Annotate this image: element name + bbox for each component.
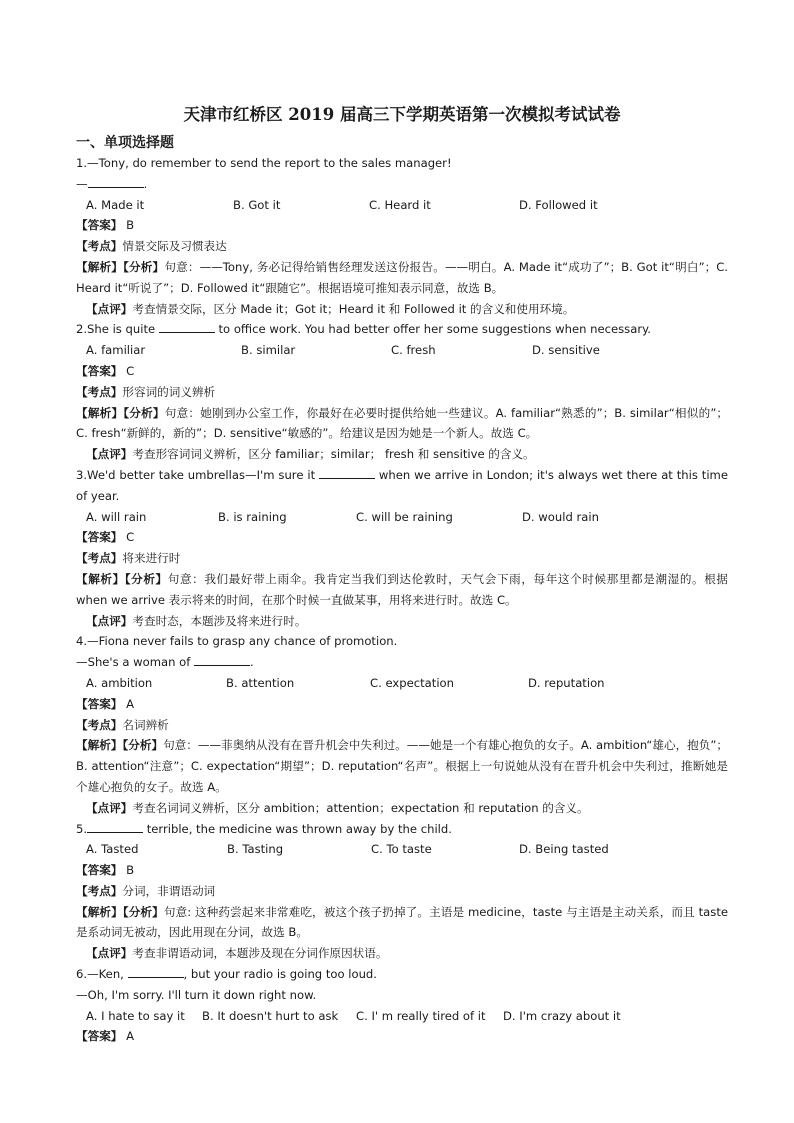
question-2-stem: [76, 319, 728, 340]
stem-part: —She's a woman of: [76, 655, 195, 670]
option-c: C. I' m really tired of it: [356, 1008, 486, 1023]
comment-text: 考查情景交际，区分 Made it；Got it；Heard it 和 Followed it 的含义和使用环境。: [132, 301, 575, 316]
comment-text: 考查名词词义辨析，区分 ambition；attention；expectation 和 reputation 的含义。: [132, 800, 589, 815]
question-4-reply: [76, 652, 728, 673]
answer-tag: 【答案】: [76, 530, 123, 545]
stem-part: 3.We'd better take umbrellas—I'm sure it: [76, 467, 320, 482]
stem-part: 5.: [76, 821, 88, 836]
answer-line: [76, 361, 728, 382]
stem-part: 6.—Ken,: [76, 967, 128, 982]
option-c: C. will be raining: [356, 509, 453, 524]
comment-tag: 【点评】: [86, 447, 133, 462]
option-b: B. is raining: [218, 509, 287, 524]
comment-line: [76, 611, 728, 632]
analysis-line: [76, 735, 728, 797]
answer-blank: [194, 654, 250, 666]
analysis-text: 句意: 这种药尝起来非常难吃，被这个孩子扔掉了。主语是 medicine，taste 与主语是主动关系，而且 taste 是系动词无被动，因此用现在分词，故选 B。: [76, 904, 728, 940]
option-a: A. will rain: [86, 509, 147, 524]
answer-line: [76, 215, 728, 236]
answer-blank: [88, 176, 144, 188]
answer-blank: [87, 821, 143, 833]
comment-text: 考查形容词词义辨析，区分 familiar；similar； fresh 和 sensitive 的含义。: [132, 447, 535, 462]
exam-title: 天津市红桥区 2019 届高三下学期英语第一次模拟考试试卷: [183, 105, 621, 124]
point-line: [76, 881, 728, 902]
analysis-tag: 【解析】【分析】: [76, 405, 165, 420]
comment-text: 考查时态，本题涉及将来进行时。: [132, 613, 307, 628]
option-d: D. Being tasted: [519, 842, 609, 857]
exam-page: [76, 104, 728, 1047]
point-text: 名词辨析: [122, 717, 169, 732]
analysis-line: [76, 403, 728, 445]
analysis-tag: 【解析】【分析】: [76, 904, 164, 919]
point-tag: 【考点】: [76, 717, 123, 732]
answer-line: [76, 860, 728, 881]
question-5-stem: [76, 819, 728, 840]
answer-tag: 【答案】: [76, 363, 123, 378]
answer-blank: [319, 467, 375, 479]
question-6-stem: [76, 964, 728, 985]
comment-line: [76, 943, 728, 964]
comment-line: [76, 798, 728, 819]
question-4-stem: 4.—Fiona never fails to grasp any chance of promotion.: [76, 634, 398, 649]
question-4: [76, 631, 728, 818]
option-b: B. similar: [241, 343, 296, 358]
question-1-stem: 1.—Tony, do remember to send the report to the sales manager!: [76, 156, 452, 170]
analysis-line: [76, 569, 728, 611]
question-1: [76, 153, 728, 319]
question-2-options: [76, 340, 728, 361]
question-6-options: [76, 1006, 728, 1027]
analysis-line: [76, 902, 728, 944]
option-a: A. I hate to say it: [86, 1008, 185, 1023]
analysis-text: 句意：她刚到办公室工作，你最好在必要时提供给她一些建议。A. familiar“熟悉的”；B. similar“相似的”；C. fresh“新鲜的，新的”；D. sensitive“敏感的”。给建议是因为她是一个新人。故选 C。: [76, 405, 728, 441]
question-1-reply: [76, 174, 728, 195]
answer-tag: 【答案】: [76, 863, 123, 878]
option-c: C. Heard it: [369, 197, 431, 212]
question-6-reply: —Oh, I'm sorry. I'll turn it down right now.: [76, 987, 317, 1002]
answer-tag: 【答案】: [76, 696, 123, 711]
option-c: C. fresh: [391, 343, 436, 358]
analysis-text: 句意：——菲奥纳从没有在晋升机会中失利过。——她是一个有雄心抱负的女子。A. ambition“雄心，抱负”；B. attention“注意”；C. expectation“期望”；D. reputation“名声”。根据上一句说她从没有在晋升机会中失利过，推断她是个雄心抱负的女子。故选 A。: [76, 738, 728, 794]
analysis-line: [76, 257, 728, 299]
stem-part: 2.She is quite: [76, 322, 159, 337]
question-3-options: [76, 507, 728, 528]
answer-value: A: [122, 696, 135, 711]
answer-tag: 【答案】: [76, 1029, 123, 1044]
section-heading: 一、单项选择题: [76, 135, 174, 151]
answer-value: C: [122, 363, 135, 378]
option-a: A. familiar: [86, 343, 146, 358]
comment-tag: 【点评】: [86, 800, 133, 815]
option-b: B. It doesn't hurt to ask: [202, 1008, 339, 1023]
comment-line: [76, 299, 728, 320]
point-text: 形容词的词义辨析: [122, 384, 216, 399]
question-1-options: [76, 195, 728, 216]
analysis-tag: 【解析】【分析】: [76, 738, 164, 753]
comment-tag: 【点评】: [86, 613, 133, 628]
option-d: D. would rain: [522, 509, 599, 524]
answer-value: A: [122, 1029, 135, 1044]
answer-value: B: [122, 863, 135, 878]
point-line: [76, 382, 728, 403]
point-tag: 【考点】: [76, 239, 123, 254]
answer-blank: [159, 321, 215, 333]
option-d: D. reputation: [528, 675, 605, 690]
point-line: [76, 236, 728, 257]
dash: —: [76, 176, 88, 191]
option-b: B. Got it: [233, 197, 281, 212]
answer-blank: [128, 966, 184, 978]
answer-line: [76, 1026, 728, 1047]
comment-tag: 【点评】: [86, 301, 133, 316]
comment-text: 考查非谓语动词，本题涉及现在分词作原因状语。: [132, 946, 388, 961]
point-line: [76, 715, 728, 736]
option-a: A. Made it: [86, 197, 145, 212]
point-tag: 【考点】: [76, 551, 123, 566]
option-a: A. ambition: [86, 675, 153, 690]
option-c: C. expectation: [370, 675, 454, 690]
point-text: 情景交际及习惯表达: [122, 239, 227, 254]
analysis-tag: 【解析】【分析】: [76, 571, 168, 586]
question-6: [76, 964, 728, 1047]
option-b: B. Tasting: [227, 842, 284, 857]
stem-part: terrible, the medicine was thrown away by the child.: [143, 821, 452, 836]
answer-value: C: [122, 530, 135, 545]
question-5: [76, 819, 728, 965]
answer-tag: 【答案】: [76, 218, 123, 233]
question-2: [76, 319, 728, 465]
point-tag: 【考点】: [76, 384, 123, 399]
point-text: 分词，非谓语动词: [122, 883, 216, 898]
option-c: C. To taste: [371, 842, 432, 857]
stem-part: to office work. You had better offer her some suggestions when necessary.: [214, 322, 651, 337]
answer-value: B: [122, 218, 135, 233]
option-d: D. sensitive: [532, 343, 600, 358]
stem-part: when we arrive in London; it's always wet there at this time of year.: [76, 467, 728, 503]
question-3: [76, 465, 728, 631]
question-3-stem: [76, 465, 728, 507]
stem-part: , but your radio is going too loud.: [183, 967, 377, 982]
comment-line: [76, 444, 728, 465]
option-d: D. Followed it: [519, 197, 598, 212]
question-5-options: [76, 839, 728, 860]
analysis-text: 句意：——Tony, 务必记得给销售经理发送这份报告。——明白。A. Made it“成功了”；B. Got it“明白”；C. Heard it“听说了”；D. Followed it“跟随它”。根据语境可推知表示同意，故选 B。: [76, 259, 728, 295]
analysis-tag: 【解析】【分析】: [76, 259, 165, 274]
period: .: [143, 176, 148, 191]
answer-line: [76, 694, 728, 715]
option-b: B. attention: [226, 675, 295, 690]
analysis-text: 句意：我们最好带上雨伞。我肯定当我们到达伦敦时，天气会下雨，每年这个时候那里都是潮湿的。根据 when we arrive 表示将来的时间，在那个时候一直做某事，用将来进行时。故选 C。: [76, 571, 728, 607]
comment-tag: 【点评】: [86, 946, 133, 961]
point-line: [76, 548, 728, 569]
option-d: D. I'm crazy about it: [503, 1008, 621, 1023]
period: .: [250, 655, 254, 670]
option-a: A. Tasted: [86, 842, 139, 857]
point-tag: 【考点】: [76, 883, 123, 898]
point-text: 将来进行时: [122, 551, 181, 566]
answer-line: [76, 527, 728, 548]
question-4-options: [76, 673, 728, 694]
